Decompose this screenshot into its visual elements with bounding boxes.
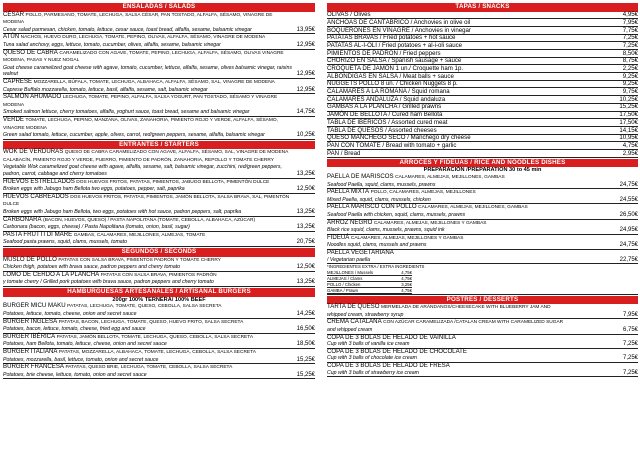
item-english: Potatoes, mozzarella, basil, lettuce, tomato, onion and secret sauce <box>3 356 159 363</box>
tapa-name: CROQUETA DE JAMÓN 1 un./ Croquette ham 1p. <box>327 65 464 72</box>
item-price: 13,25€ <box>296 224 315 231</box>
menu-item <box>3 50 315 79</box>
item-title: BURGER IBÉRICA <box>3 332 56 340</box>
item-title: LOMO DE CERDO A LA PLANCHA <box>3 270 100 278</box>
item-title: VERDE <box>3 115 24 123</box>
menu-item-text <box>3 319 295 333</box>
item-english: Cup with 3 balls of chocolate ice cream <box>327 355 417 362</box>
menu-item-text <box>327 220 618 234</box>
item-title: CARBONARA <box>3 215 42 223</box>
item-english: Cup with 3 balls of strawberry ice cream <box>327 369 419 376</box>
desserts-list <box>327 304 638 377</box>
tapa-row <box>327 142 638 150</box>
item-english: Seafood Paella with chicken, squid, clams, mussels, prawns <box>327 212 466 219</box>
item-english: y tomate cherry / Grilled pork potatoes with brava sauce, padron peppers and cherry tomato <box>3 279 214 286</box>
item-description: MOZZARELLA, BÚFALA, TOMATE, LECHUGA, ALBAHACA, ALFALFA, SÉSAMO, SAL, VINAGRE DE MODENA <box>33 79 275 85</box>
menu-item <box>3 79 315 94</box>
seconds-list <box>3 257 315 287</box>
menu-item-text <box>3 272 295 286</box>
menu-item <box>3 194 315 217</box>
item-price: 14,25€ <box>296 310 315 317</box>
right-column <box>327 2 638 451</box>
section-header-seconds: SEGUNDOS / SECONDS <box>3 248 315 257</box>
item-title: FIDEUÁ <box>327 233 350 241</box>
menu-item-text <box>327 319 621 333</box>
menu-item-text <box>3 217 295 231</box>
item-description: DOS HUEVOS FRITOS, PATATAS, PIMIENTOS, JABUGO BELLOTA, PIMENTÓN DULCE <box>76 179 270 185</box>
item-price: 7,25€ <box>622 369 638 376</box>
item-english: Seafood pasta prawns, squid, clams, mussels, tomato <box>3 239 127 246</box>
menu-item-text <box>327 335 621 348</box>
tapa-price: 9,25€ <box>622 72 638 80</box>
item-description: CON AZÚCAR CARAMELIZADA /CATALAN CREAM WITH CARAMELIZED SUGAR <box>383 320 564 326</box>
item-english: Potatoes, ham Bellota, tomato, lettuce, cheese, onion and secret sauce <box>3 341 167 348</box>
tapa-name: PATATAS AL-I-OLI / Fried potatoes + al-i-oli sauce <box>327 41 463 49</box>
item-price: 15,25€ <box>296 371 315 378</box>
item-price: 13,25€ <box>296 279 315 286</box>
menu-item <box>327 319 638 334</box>
extra-price: 3,25€ <box>401 281 412 287</box>
extra-price: 4,75€ <box>401 287 412 293</box>
tapa-price: 7,25€ <box>622 41 638 49</box>
item-english: Caprese Buffalo mozzarella, tomato, lettuce, basil, alfalfa, sesame, salt, balsamic vinegar <box>3 86 208 93</box>
item-price: 12,50€ <box>296 186 315 193</box>
item-description: CALAMARES, ALMEJAS, MEJILLONES Y GAMBAS <box>350 235 464 241</box>
item-price: 26,50€ <box>619 212 638 219</box>
item-title: COPA DE 3 BOLAS DE HELADO DE CHOCOLATE <box>327 347 467 355</box>
item-price: 7,25€ <box>622 341 638 348</box>
item-price: 6,75€ <box>622 327 638 334</box>
item-english: Chicken thigh, potatoes with brava sauce, padron peppers and cherry tomato <box>3 264 181 271</box>
item-description: PATATAS, LECHUGA, TOMATE, QUESO, CEBOLLA, SALSA SECRETA <box>67 304 222 310</box>
item-price: 7,95€ <box>622 311 638 318</box>
item-description: (BACON, HUEVOS, QUESO) / PASTA NAPOLITANA (TOMATE, CEBOLLA, ALBAHACA, AZÚCAR) <box>43 217 256 223</box>
item-english: Smoked salmon lettuce, cherry tomatoes, alfalfa, yoghurt sauce, toast bread, sesame and balsamic vinegar <box>3 109 250 116</box>
item-title: WOK DE VERDURAS <box>3 148 64 156</box>
menu-item <box>327 189 638 204</box>
extra-row <box>327 288 412 294</box>
menu-item <box>3 364 315 379</box>
item-english: Vegetable Wok caramelized goat cheese with agave, alfalfa, sesame, salt, balsamic vinegar, zucchini, red/green peppers, padron, carrot, cabbage and cherry tomatoes <box>3 164 282 178</box>
item-title: ARROZ NEGRO <box>327 218 373 226</box>
item-title: PAELLA VEGETARIANA <box>327 248 394 256</box>
rice-list <box>327 174 638 264</box>
item-english: Potatoes, lettuce, tomato, cheese, onion and secret sauce <box>3 310 137 317</box>
item-english: Broken eggs with Jabugo ham Bellota two eggs, potatoes, pepper, salt, paprika <box>3 186 185 193</box>
menu-item <box>327 363 638 377</box>
menu-item <box>3 272 315 287</box>
item-title: ATÚN <box>3 33 20 41</box>
tapas-list <box>327 12 638 158</box>
item-price: 12,50€ <box>296 264 315 271</box>
menu-item-text <box>3 149 295 177</box>
item-title: CAPRESE <box>3 77 33 85</box>
tapa-name: ANCHOAS DE CANTÁBRICO / Anchovies in olive oil <box>327 18 471 26</box>
menu-item <box>3 217 315 232</box>
menu-item <box>3 94 315 117</box>
menu-item-text <box>327 189 618 203</box>
menu-item-text <box>3 12 295 34</box>
menu-item <box>3 303 315 318</box>
item-english: Potatoes, brie cheese, lettuce, tomato, onion and secret sauce <box>3 371 147 378</box>
left-column <box>3 2 315 451</box>
extras-label: *INGREDIENTES EXTRA / EXTRA INGREDIENTS <box>327 264 425 270</box>
tapa-name: QUESO MANCHEGO SECO / Manchego dry cheese <box>327 134 471 142</box>
item-title: QUESO DE CABRA <box>3 48 58 56</box>
tapa-price: 4,75€ <box>622 141 638 149</box>
item-english: Black rice squid, clams, mussels, prawns, squid ink <box>327 227 445 234</box>
tapa-name: NUGGETS POLLO 8 un. / Chicken Nuggets 8 p. <box>327 80 458 88</box>
tapa-price: 7,25€ <box>622 34 638 42</box>
item-description: CALAMARES, ALMEJAS, MEJILLONES, GAMBAS <box>395 175 505 181</box>
menu-item <box>327 174 638 189</box>
item-description: LECHUGA, TOMATE, PEPINO, ALFALFA, SALSA YOGURT, PAN TOSTADO, SÉSAMO Y VINAGRE MODENA <box>3 95 278 108</box>
menu-item <box>3 12 315 35</box>
menu-item-text <box>327 250 618 263</box>
item-description: NACHOS, HUEVO DURO, LECHUGA, TOMATE, PEPINO, OLIVAS, ALFALFA, SÉSAMO, VINAGRE DE MODENA <box>20 35 266 41</box>
item-description: TOMATE, LECHUGA, PEPINO, MANZANA, OLIVAS, ZANAHORIA, PIMIENTO ROJO Y VERDE, ALFALFA, SÉSAMO, VINAGRE MODENA <box>3 117 278 131</box>
item-english: and whipped cream <box>327 327 373 334</box>
menu-item-text <box>3 194 295 216</box>
item-english: Green salad tomato, lettuce, cucumber, apple, olives, carrot, red/green peppers, sesame, alfalfa, balsamic vinegar <box>3 132 265 139</box>
item-english: / Vegetarian paella <box>327 256 371 263</box>
item-english: Cesar salad parmesan, chicken, tomato, lettuce, cesar sauce, toast bread, alfalfa, sesame, balsamic vinegar <box>3 26 252 33</box>
menu-item <box>327 204 638 219</box>
section-header-salads: ENSALADAS / SALADS <box>3 3 315 12</box>
item-title: BURGER ITALIANA <box>3 347 58 355</box>
tapa-price: 10,25€ <box>619 95 638 103</box>
item-title: CREMA CATALANA <box>327 318 382 326</box>
menu-item-text <box>3 303 295 317</box>
extras-block <box>327 264 638 295</box>
item-price: 7,25€ <box>622 355 638 362</box>
starters-list <box>3 149 315 247</box>
item-english: Cup with 3 balls of vanilla ice cream <box>327 341 410 348</box>
item-title: COPA DE 3 BOLAS DE HELADO DE FRESA <box>327 362 450 370</box>
tapa-price: 2,25€ <box>622 65 638 72</box>
tapa-price: 7,75€ <box>622 26 638 34</box>
item-description: PATATAS, JAMÓN BELLOTA, TOMATE, LECHUGA, QUESO, CEBOLLA, SALSA SECRETA <box>56 334 254 340</box>
menu-item-text <box>327 204 618 218</box>
item-description: PATATAS CON SALSA BRAVA, PIMIENTOS PADRÓN Y TOMATE CHERRY <box>58 257 221 263</box>
menu-item <box>327 250 638 264</box>
tapa-name: BOQUERONES EN VINAGRE / Anchovies in vinegar <box>327 26 471 34</box>
menu-item-text <box>327 304 621 318</box>
menu-item <box>3 334 315 349</box>
section-header-starters: ENTRANTES / STARTERS <box>3 141 315 150</box>
tapa-name: TABLA DE IBÉRICOS / Assorted cured meat <box>327 118 448 126</box>
item-price: 13,25€ <box>296 171 315 178</box>
item-description: CALAMARES, ALMEJAS, MEJILLONES, GAMBAS <box>418 205 528 211</box>
tapa-name: ALBÓNDIGAS EN SALSA / Meat balls + sauce <box>327 72 454 80</box>
menu-item-text <box>3 334 295 348</box>
extra-price: 4,75€ <box>401 275 412 281</box>
item-title: PAELLA MARISCO CON POLLO <box>327 203 417 211</box>
tapa-name: PAN CON TOMATE / Bread with tomato + garlic <box>327 141 457 149</box>
tapa-name: OLIVAS / Olives <box>327 11 371 19</box>
item-title: HUEVOS ESTRELLADOS <box>3 177 75 185</box>
item-english: Noodles squid, clams, mussels and prawns <box>327 242 427 249</box>
item-description: DOS HUEVOS FRITOS, PATATAS, PIMIENTOS, JAMÓN BELLOTA, SALSA BRAVA, SAL, PIMENTÓN DULCE <box>3 194 290 208</box>
tapa-name: CALAMARES A LA ROMANA / Squid romana <box>327 88 450 96</box>
item-title: PASTA FRUTTI DI MARE <box>3 230 73 238</box>
item-price: 14,75€ <box>296 109 315 116</box>
item-title: HUEVOS CABREADOS <box>3 192 69 200</box>
tapa-price: 15,25€ <box>619 103 638 111</box>
menu-item <box>3 117 315 140</box>
menu-item <box>327 335 638 349</box>
item-price: 16,50€ <box>296 326 315 333</box>
menu-item-text <box>327 349 621 362</box>
item-title: BURGER INGLESA <box>3 317 58 325</box>
section-header-tapas: TAPAS / SNACKS <box>327 3 638 12</box>
tapa-price: 17,50€ <box>619 118 638 126</box>
item-english: Carbonara (bacon, eggs, cheese) / Pasta Napolitana (tomato, onion, basil, sugar) <box>3 224 190 231</box>
item-description: PATATAS CON SALSA BRAVA, PIMIENTOS PADRÓN <box>100 272 217 278</box>
item-description: PATATAS, BACON, LECHUGA, TOMATE, QUESO, HUEVO FRITO, SALSA SECRETA <box>58 319 244 325</box>
menu-item-text <box>3 232 295 246</box>
tapa-name: TABLA DE QUESOS / Assorted cheeses <box>327 126 437 134</box>
item-english: Seafood Paella, squid, clams, mussels, prawns <box>327 181 436 188</box>
item-title: SALMÓN AHUMADO <box>3 93 62 101</box>
menu-item <box>3 179 315 194</box>
section-header-rice: ARROCES Y FIDEUAS / RICE AND NOODLES DISHES <box>327 159 638 168</box>
tapa-price: 2,95€ <box>622 149 638 157</box>
tapa-price: 17,50€ <box>619 111 638 119</box>
menu-item-text <box>3 34 295 48</box>
extra-name: GAMBA / Prawn <box>327 287 359 293</box>
item-price: 24,95€ <box>619 227 638 234</box>
menu-item-text <box>327 174 618 188</box>
item-title: TARTA DE QUESO <box>327 303 380 311</box>
menu-item-text <box>3 79 295 93</box>
item-english: whipped cream, strawberry syrup <box>327 311 404 318</box>
tapa-price: 9,25€ <box>622 80 638 88</box>
extra-name: ALMEJAS / Clams <box>327 275 363 281</box>
menu-item <box>3 34 315 49</box>
tapa-price: 7,95€ <box>622 18 638 26</box>
item-title: BURGER MICU MAKU <box>3 302 66 310</box>
extra-name: POLLO / Chicken <box>327 281 361 287</box>
item-price: 24,75€ <box>619 242 638 249</box>
item-description: CARAMELIZADO CON AGAVE, TOMATE, PEPINO, LECHUGA, ALFALFA, SÉSAMO, OLIVAS VINAGRE MODENA, PASAS Y NUEZ NOGAL <box>3 50 284 64</box>
menu-item <box>3 349 315 364</box>
item-title: CÉSAR <box>3 10 24 18</box>
item-price: 13,25€ <box>296 209 315 216</box>
item-title: BURGER FRANCESA <box>3 363 64 371</box>
item-description: POLLO, PARMESANO, TOMATE, LECHUGA, SALSA CÉSAR, PAN TOSTADO, ALFALFA, SÉSAMO, VINAGRE DE MODENA <box>3 12 273 26</box>
section-header-burgers: HAMBURGUESAS ARTESANALES / ARTISANAL BURGERS <box>3 288 315 297</box>
item-price: 12,95€ <box>296 41 315 48</box>
item-description: PATATAS, MOZZARELLA, ALBAHACA, TOMATE, LECHUGA, CEBOLLA, SALSA SECRETA <box>58 349 256 355</box>
menu-item-text <box>3 349 295 363</box>
item-description: QUESO DE CABRA CARAMELIZADO CON AGAVE, ALFALFA, SÉSAMO, SAL, VINAGRE DE MODENA CALABACÍN, PIMIENTO ROJO Y VERDE, PUERRO, PIMIENTO DE PADRÓN, ZANAHORIA, REPOLLO Y TOMATE CHERRY <box>3 150 289 163</box>
menu-item-text <box>3 364 295 378</box>
item-price: 13,95€ <box>296 26 315 33</box>
menu-item <box>3 319 315 334</box>
item-description: POLLO, CALAMARES, ALMEJAS, MEJILLONES <box>370 190 476 196</box>
item-english: Broken eggs with Jabugo ham Bellota, two eggs, potatoes with hot sauce, padron peppers, salt, paprika <box>3 209 242 216</box>
tapa-price: 9,75€ <box>622 88 638 96</box>
item-english: Goat cheese caramelized goat cheese with agave, tomato, cucumber, lettuce, alfalfa, sesame, olives balsamic vinegar, raisins walnut <box>3 64 292 78</box>
section-header-desserts: POSTRES / DESSERTS <box>327 296 638 305</box>
item-description: CALAMARES, ALMEJAS, MEJILLONES Y GAMBAS <box>373 220 487 226</box>
item-description: GAMBAS, CALAMARES, MEJILLONES, ALMEJAS, TOMATE <box>73 232 206 238</box>
extra-name: MEJILLONES / Mussels <box>327 269 374 275</box>
extra-price: 4,75€ <box>401 269 412 275</box>
item-price: 24,75€ <box>619 181 638 188</box>
tapa-price: 4,95€ <box>622 11 638 19</box>
item-price: 10,25€ <box>296 132 315 139</box>
tapa-price: 8,50€ <box>622 49 638 57</box>
item-price: 22,75€ <box>619 256 638 263</box>
item-price: 24,55€ <box>619 196 638 203</box>
item-english: Mixed Paella, squid, clams, mussels, chicken <box>327 196 431 203</box>
menu-item <box>3 232 315 247</box>
item-english: Tuna salad anchovy, eggs, lettuce, tomato, cucumber, olives, alfalfa, sesame, balsamic vinegar <box>3 41 221 48</box>
item-description: MERMELADA DE ARÁNDANOS/CHEESECAKE WITH BLUEBERRY JAM AND <box>380 305 551 311</box>
tapa-row <box>327 150 638 158</box>
item-description: PATATAS, QUESO BRIE, LECHUGA, TOMATE, CEBOLLA, SALSA SECRETA <box>65 365 233 371</box>
tapa-name: PIMIENTOS DE PADRÓN / Fried peppers <box>327 49 441 57</box>
menu-item <box>3 149 315 178</box>
burgers-list <box>3 303 315 379</box>
menu-item-text <box>3 50 295 78</box>
item-english: Potatoes, bacon, lettuce, tomato, cheese, fried egg and sauce <box>3 326 146 333</box>
menu-item-text <box>3 257 295 271</box>
item-price: 20,75€ <box>296 239 315 246</box>
salads-list <box>3 12 315 140</box>
item-title: COPA DE 3 BOLAS DE HELADO DE VAINILLA <box>327 333 456 341</box>
tapa-name: JAMÓN DE BELLOTA / Cured ham Bellota <box>327 111 443 119</box>
item-price: 15,25€ <box>296 356 315 363</box>
tapa-price: 10,95€ <box>619 134 638 142</box>
menu-item <box>327 304 638 319</box>
extras-list <box>327 270 638 294</box>
tapa-price: 8,75€ <box>622 57 638 65</box>
menu-item <box>327 235 638 250</box>
item-title: PAELLA DE MARISCOS <box>327 173 394 181</box>
item-price: 12,95€ <box>296 71 315 78</box>
tapa-name: CHORIZO EN SALSA / Spanish sausage + sauce <box>327 57 462 65</box>
menu-item-text <box>327 363 621 376</box>
rice-subtitle: PREPARACIÓN /PREPARATION 30 to 45 min <box>423 167 542 174</box>
menu-item <box>327 349 638 363</box>
item-title: MUSLO DE POLLO <box>3 255 57 263</box>
burgers-subtitle: 200gr 100% TERNERA/ 100% BEEF <box>112 296 206 303</box>
menu-item <box>3 257 315 272</box>
tapa-name: PAN / Bread <box>327 149 361 157</box>
menu-item-text <box>327 235 618 249</box>
menu-item <box>327 220 638 235</box>
item-title: PAELLA MIXTA <box>327 188 370 196</box>
tapa-name: CALAMARES ANDALUZA / Squid andaluza <box>327 95 446 103</box>
menu-item-text <box>3 179 295 193</box>
tapa-price: 14,15€ <box>619 126 638 134</box>
item-price: 12,95€ <box>296 86 315 93</box>
menu-item-text <box>3 117 295 139</box>
tapa-name: PATATAS BRAVAS / Fried potatoes + hot sauce <box>327 34 456 42</box>
item-price: 18,50€ <box>296 341 315 348</box>
tapa-name: GAMBAS A LA PLANCHA / Grilled prawns <box>327 103 442 111</box>
menu-item-text <box>3 94 295 116</box>
